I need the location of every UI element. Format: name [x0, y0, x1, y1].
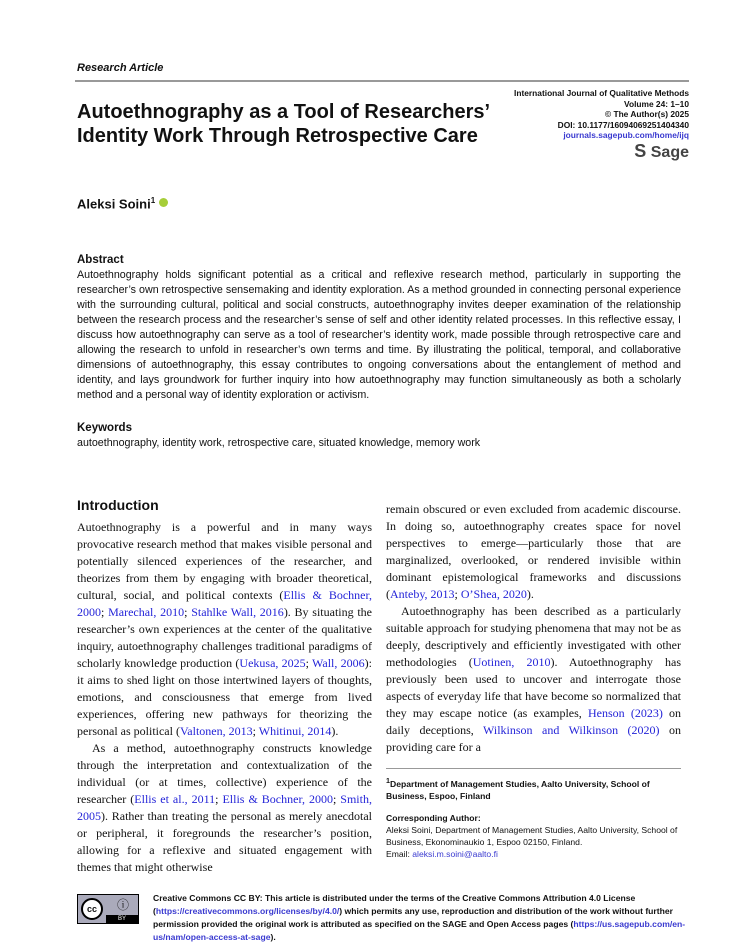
- author-name: Aleksi Soini: [77, 196, 151, 212]
- right-column: [386, 495, 681, 876]
- footnote-rule: [386, 768, 681, 769]
- citation-link[interactable]: Smith, 2005: [77, 792, 372, 824]
- paragraph-text: Autoethnography has been described as a particularly suitable approach for studying phenomena that may not be as deeply, descriptively and efficiently investigated with other methodologies (: [386, 604, 681, 670]
- cc-license-link[interactable]: https://creativecommons.org/licenses/by/4.0/: [155, 906, 340, 917]
- citation-link[interactable]: Ellis & Bochner, 2000: [77, 588, 372, 620]
- publisher-logo: [634, 141, 689, 162]
- license-text: [153, 892, 689, 944]
- citation-link[interactable]: Henson (2023): [587, 706, 663, 721]
- abstract: [77, 253, 681, 403]
- affiliation: Department of Management Studies, Aalto University, School of Business, Espoo, Finland: [386, 779, 650, 802]
- paragraph-text: ;: [305, 656, 313, 671]
- footnote-mark: 1: [386, 777, 390, 786]
- citation-link[interactable]: Whitinui, 2014: [258, 724, 332, 739]
- citation-link[interactable]: Valtonen, 2013: [179, 724, 253, 739]
- open-access-link[interactable]: https://us.sagepub.com/en-us/nam/open-access-at-sage: [153, 919, 686, 943]
- article-type: Research Article: [77, 62, 164, 74]
- journal-doi: DOI: 10.1177/16094069251404340: [557, 119, 689, 130]
- journal-name: International Journal of Qualitative Methods: [514, 88, 689, 98]
- paragraph-text: ;: [454, 587, 461, 602]
- citation-link[interactable]: Ellis et al., 2011: [134, 792, 216, 807]
- header-rule: [75, 80, 689, 82]
- paragraph-text: ): it aims to shed light on those intertwined layers of thoughts, emotions, and consciousness that emerge from lived experiences, offering new pathways for theorizing the personal as political (: [77, 656, 372, 739]
- orcid-icon[interactable]: [159, 198, 168, 207]
- journal-copyright: © The Author(s) 2025: [604, 109, 689, 120]
- citation-link[interactable]: Wilkinson and Wilkinson (2020): [483, 723, 660, 738]
- license-box: [77, 892, 689, 944]
- citation-link[interactable]: Uotinen, 2010: [472, 655, 551, 670]
- affiliation-mark: 1: [150, 196, 156, 205]
- keywords: [77, 421, 681, 451]
- paragraph-text: on providing care for a: [386, 723, 682, 755]
- paragraph-text: ). By situating the researcher’s own experiences at the center of the qualitative inquiry, autoethnography challenges traditional paradigms of scholarly knowledge production (: [77, 605, 373, 671]
- introduction-heading: Introduction: [77, 497, 159, 514]
- paragraph: [386, 603, 681, 756]
- citation-link[interactable]: Stahlke Wall, 2016: [191, 605, 284, 620]
- page-body: [77, 192, 689, 944]
- paragraph-text: Autoethnography is a powerful and in many ways provocative research method that makes visible personal and potentially silenced experiences of the researcher, and theorizes from them by engaging with broader theoretical, cultural, social, and political contexts (: [77, 520, 372, 603]
- citation-link[interactable]: Marechal, 2010: [108, 605, 185, 620]
- paragraph-text: remain obscured or even excluded from academic discourse. In doing so, autoethnography creates space for novel perspectives to emerge—particularly those that are marginalized, overlooked, or rendered invisible within dominant epistemological frameworks and discussions (: [386, 502, 681, 602]
- cc-by-badge-icon[interactable]: [77, 894, 139, 924]
- paragraph-text: ). Autoethnography has previously been used to uncover and interrogate those aspects of everyday life that have become so normalized that they may escape notice (as examples,: [386, 655, 681, 721]
- email-label: Email:: [386, 849, 413, 860]
- article-title: Autoethnography as a Tool of Researchers’ Identity Work Through Retrospective Care: [77, 101, 489, 147]
- right-paragraphs: [386, 501, 681, 756]
- citation-link[interactable]: O’Shea, 2020: [460, 587, 527, 602]
- left-paragraphs: [77, 519, 372, 876]
- left-column: [77, 495, 372, 876]
- paragraph: [77, 740, 372, 876]
- corresponding-heading: Corresponding Author:: [386, 813, 481, 824]
- paragraph-text: ).: [526, 587, 534, 602]
- paragraph: [386, 501, 681, 603]
- paragraph-text: ;: [252, 724, 259, 739]
- paragraph-text: ). Rather than treating the personal as merely anecdotal or peripheral, it foregrounds the researcher’s position, allowing for a reflexive and situated engagement with themes that might otherwise: [77, 809, 372, 875]
- paragraph-text: As a method, autoethnography constructs knowledge through the interpretation and contextualization of the individual (or at times, collective) experience of the researcher (: [77, 741, 372, 807]
- paragraph-text: on daily deceptions,: [386, 706, 682, 738]
- keywords-heading: Keywords: [77, 422, 132, 435]
- cc-icon: cc: [81, 898, 103, 920]
- paragraph-text: ;: [101, 605, 109, 620]
- paragraph: [77, 519, 372, 740]
- citation-link[interactable]: Anteby, 2013: [390, 587, 455, 602]
- citation-link[interactable]: Wall, 2006: [312, 656, 365, 671]
- citation-link[interactable]: Uekusa, 2025: [239, 656, 306, 671]
- paragraph-text: ;: [215, 792, 223, 807]
- body-columns: [77, 495, 681, 876]
- journal-info: [514, 88, 689, 141]
- publisher-name: Sage: [650, 144, 689, 161]
- abstract-text: Autoethnography holds significant potential as a critical and reflexive research method, particularly in supporting the researcher’s own retrospective sensemaking and identity exploration. As a method grounded in connecting personal experience with the surrounding cultural, political and social constructs, autoethnography invites deeper examination of the relationship between the research process and the researcher’s sense of self and other identity related processes. In this reflective essay, I discuss how autoethnography can serve as a tool of researcher’s identity work, made possible through retrospective care and allowing the research to unfold in researcher’s own terms and time. By illustrating the political, temporal, and collaborative dimensions of autoethnography, this essay contributes to ongoing conversations about the entanglement of method and identity, and lays groundwork for further inquiry into how autoethnography may function simultaneously as both a scholarly method and a personal way of identity exploration or activism.: [77, 269, 681, 402]
- footnotes: [386, 775, 681, 860]
- corresponding-author: Aleksi Soini, Department of Management Studies, Aalto University, School of Business, Ekonominaukio 1, Espoo 02150, Finland.: [386, 825, 678, 848]
- by-label: BY: [106, 915, 138, 923]
- paragraph-text: ;: [184, 605, 192, 620]
- paragraph-text: ).: [331, 724, 339, 739]
- journal-url-link[interactable]: journals.sagepub.com/home/ijq: [563, 130, 689, 141]
- author: [77, 192, 689, 213]
- person-icon: ⓘ: [116, 898, 129, 913]
- keywords-text: autoethnography, identity work, retrospective care, situated knowledge, memory work: [77, 437, 481, 450]
- sage-s-icon: S: [634, 141, 647, 161]
- journal-volume: Volume 24: 1–10: [623, 98, 689, 109]
- email-link[interactable]: aleksi.m.soini@aalto.fi: [412, 849, 498, 860]
- citation-link[interactable]: Ellis & Bochner, 2000: [222, 792, 333, 807]
- license-text-1: Creative Commons CC BY: This article is distributed under the terms of the Creative Commons Attribution 4.0 License (: [153, 893, 636, 917]
- license-text-2: ) which permits any use, reproduction and distribution of the work without further permission provided the original work is attributed as specified on the SAGE and Open Access pages (: [153, 906, 674, 930]
- license-text-3: ).: [270, 932, 276, 943]
- abstract-heading: Abstract: [77, 254, 124, 267]
- paragraph-text: ;: [332, 792, 341, 807]
